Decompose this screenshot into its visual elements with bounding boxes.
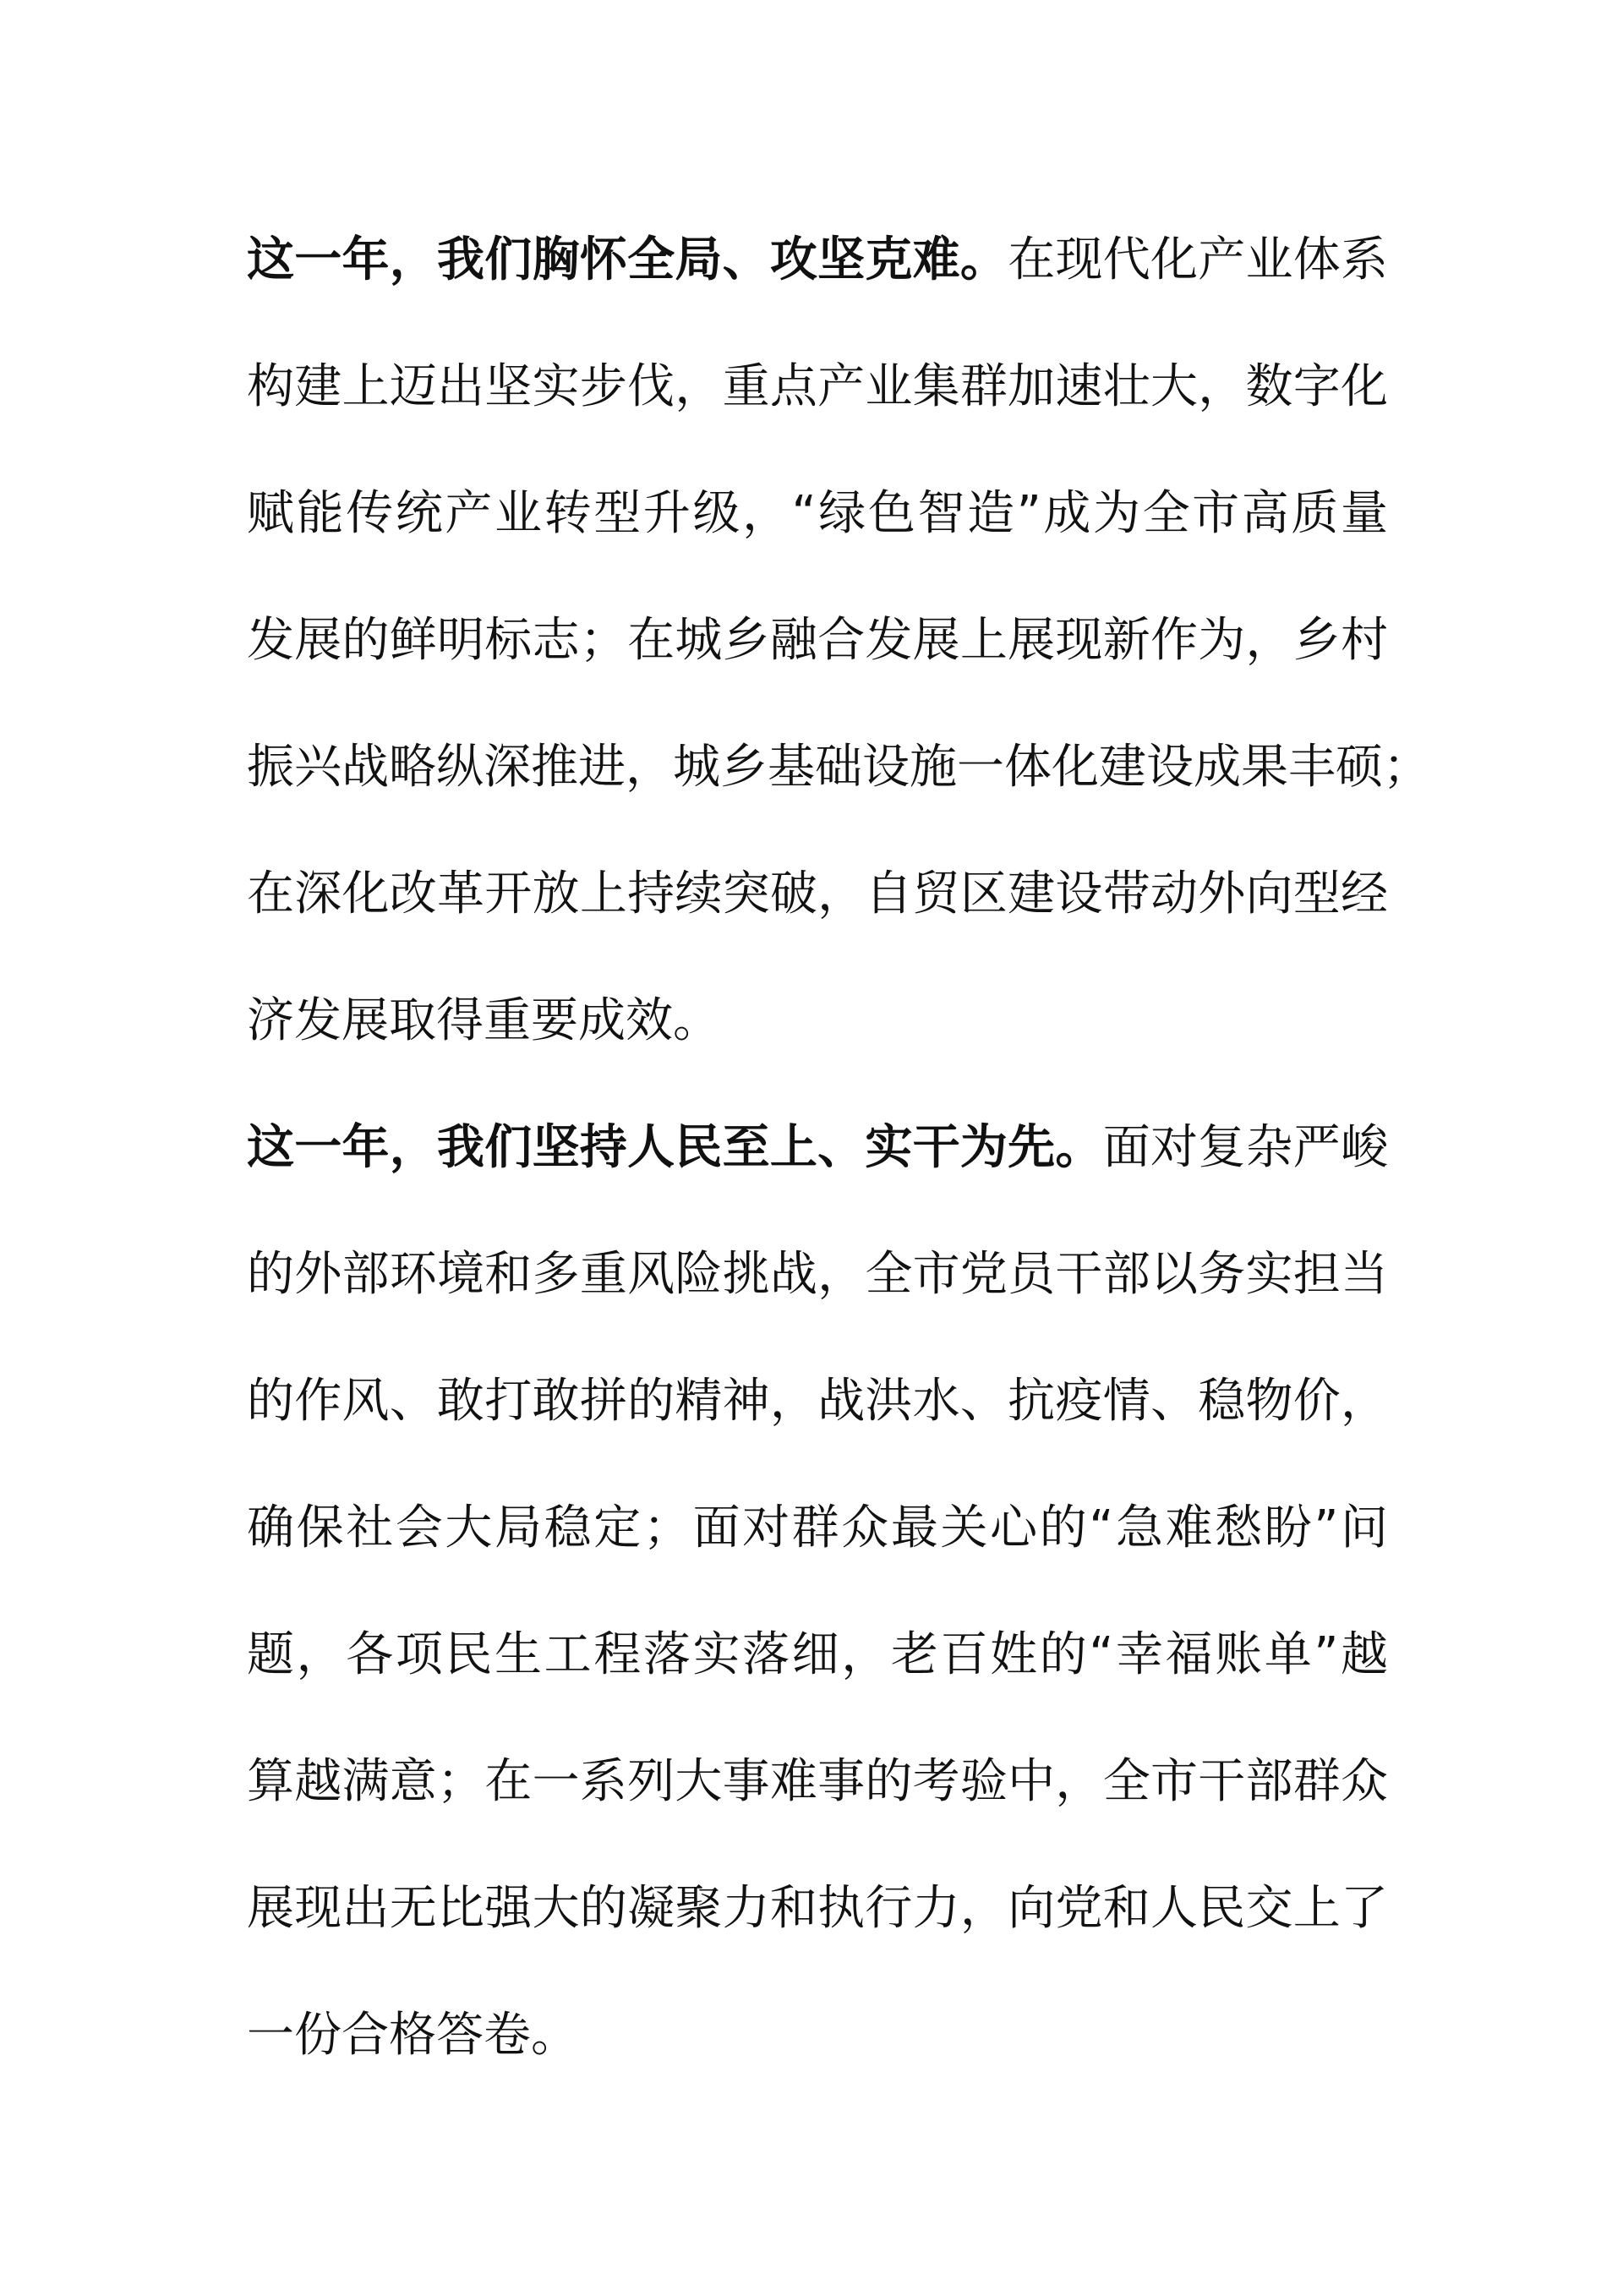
paragraph-1-line-4: 发展的鲜明标志；在城乡融合发展上展现新作为，乡村 (247, 613, 1388, 668)
paragraph-1-text: 在现代化产业体系 (1008, 232, 1389, 287)
paragraph-1-line-1 (247, 227, 1388, 294)
paragraph-1-line-2: 构建上迈出坚实步伐，重点产业集群加速壮大，数字化 (247, 359, 1388, 414)
paragraph-1-lead: 这一年，我们胸怀全局、攻坚克难。 (247, 232, 1008, 287)
paragraph-2-line-6: 算越满意；在一系列大事难事的考验中，全市干部群众 (247, 1754, 1388, 1809)
document-page (247, 0, 1430, 2296)
paragraph-2-lead: 这一年，我们坚持人民至上、实干为先。 (247, 1120, 1103, 1175)
paragraph-1-line-7: 济发展取得重要成效。 (247, 993, 720, 1048)
paragraph-2-line-2: 的外部环境和多重风险挑战，全市党员干部以务实担当 (247, 1247, 1388, 1302)
paragraph-2-text: 面对复杂严峻 (1102, 1120, 1389, 1175)
paragraph-2-line-4: 确保社会大局稳定；面对群众最关心的“急难愁盼”问 (247, 1501, 1388, 1555)
paragraph-2-line-3: 的作风、敢打敢拼的精神，战洪水、抗疫情、稳物价， (247, 1374, 1388, 1429)
paragraph-1-line-5: 振兴战略纵深推进，城乡基础设施一体化建设成果丰硕； (247, 740, 1430, 795)
paragraph-2-line-1 (247, 1114, 1388, 1182)
paragraph-2-line-7: 展现出无比强大的凝聚力和执行力，向党和人民交上了 (247, 1881, 1388, 1936)
paragraph-2-line-5: 题，各项民生工程落实落细，老百姓的“幸福账单”越 (247, 1627, 1388, 1682)
paragraph-1-line-3: 赋能传统产业转型升级，“绿色智造”成为全市高质量 (247, 486, 1388, 541)
paragraph-1-line-6: 在深化改革开放上持续突破，自贸区建设带动外向型经 (247, 866, 1388, 921)
paragraph-2-line-8: 一份合格答卷。 (247, 2008, 578, 2063)
